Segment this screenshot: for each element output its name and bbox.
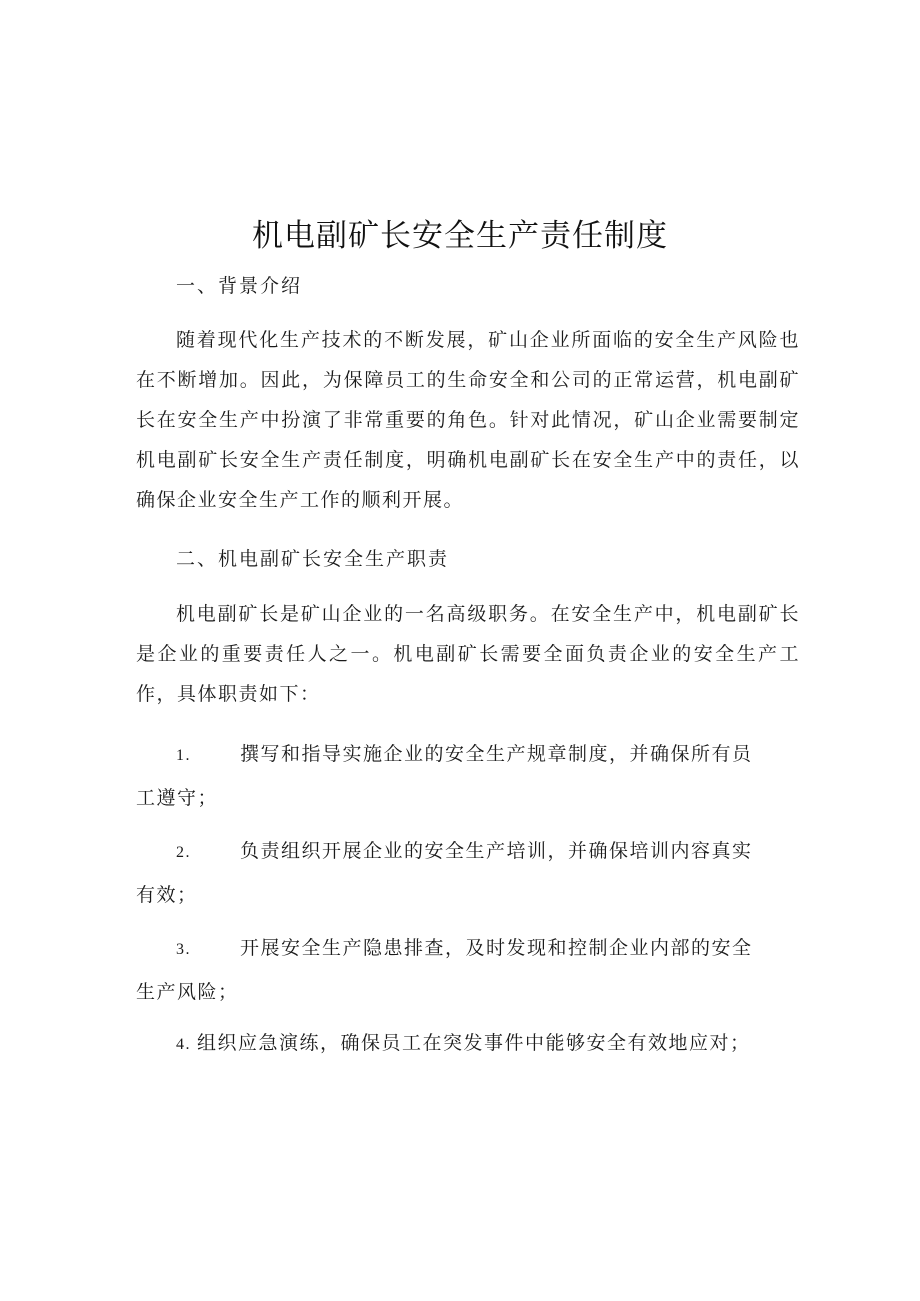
list-item	[136, 1022, 800, 1066]
list-item-text-continued: 生产风险；	[136, 981, 239, 1003]
paragraph-background: 随着现代化生产技术的不断发展，矿山企业所面临的安全生产风险也在不断增加。因此，为保障员工的生命安全和公司的正常运营，机电副矿长在安全生产中扮演了非常重要的角色。针对此情况，矿山企业需要制定机电副矿长安全生产责任制度，明确机电副矿长在安全生产中的责任，以确保企业安全生产工作的顺利开展。	[136, 329, 800, 511]
document-title: 机电副矿长安全生产责任制度	[252, 218, 668, 254]
list-item-text-continued: 有效；	[136, 884, 198, 906]
list-item-number: 4.	[176, 1036, 191, 1053]
section-heading-duties: 二、机电副矿长安全生产职责	[176, 548, 450, 570]
paragraph-duties: 机电副矿长是矿山企业的一名高级职务。在安全生产中，机电副矿长是企业的重要责任人之一。机电副矿长需要全面负责企业的安全生产工作，具体职责如下：	[136, 603, 800, 705]
list-item-text: 组织应急演练，确保员工在突发事件中能够安全有效地应对；	[197, 1032, 751, 1054]
list-item-number: 2.	[176, 844, 191, 861]
list-item-number: 3.	[176, 941, 191, 958]
list-item	[136, 927, 800, 1013]
list-item-text: 撰写和指导实施企业的安全生产规章制度，并确保所有员	[240, 743, 753, 765]
section-heading-background: 一、背景介绍	[176, 275, 303, 297]
list-item-text: 开展安全生产隐患排查，及时发现和控制企业内部的安全	[240, 937, 753, 959]
list-item-text: 负责组织开展企业的安全生产培训，并确保培训内容真实	[240, 840, 753, 862]
list-item	[136, 830, 800, 916]
list-item-number: 1.	[176, 747, 191, 764]
list-item-text-continued: 工遵守；	[136, 787, 219, 809]
list-item	[136, 733, 800, 819]
